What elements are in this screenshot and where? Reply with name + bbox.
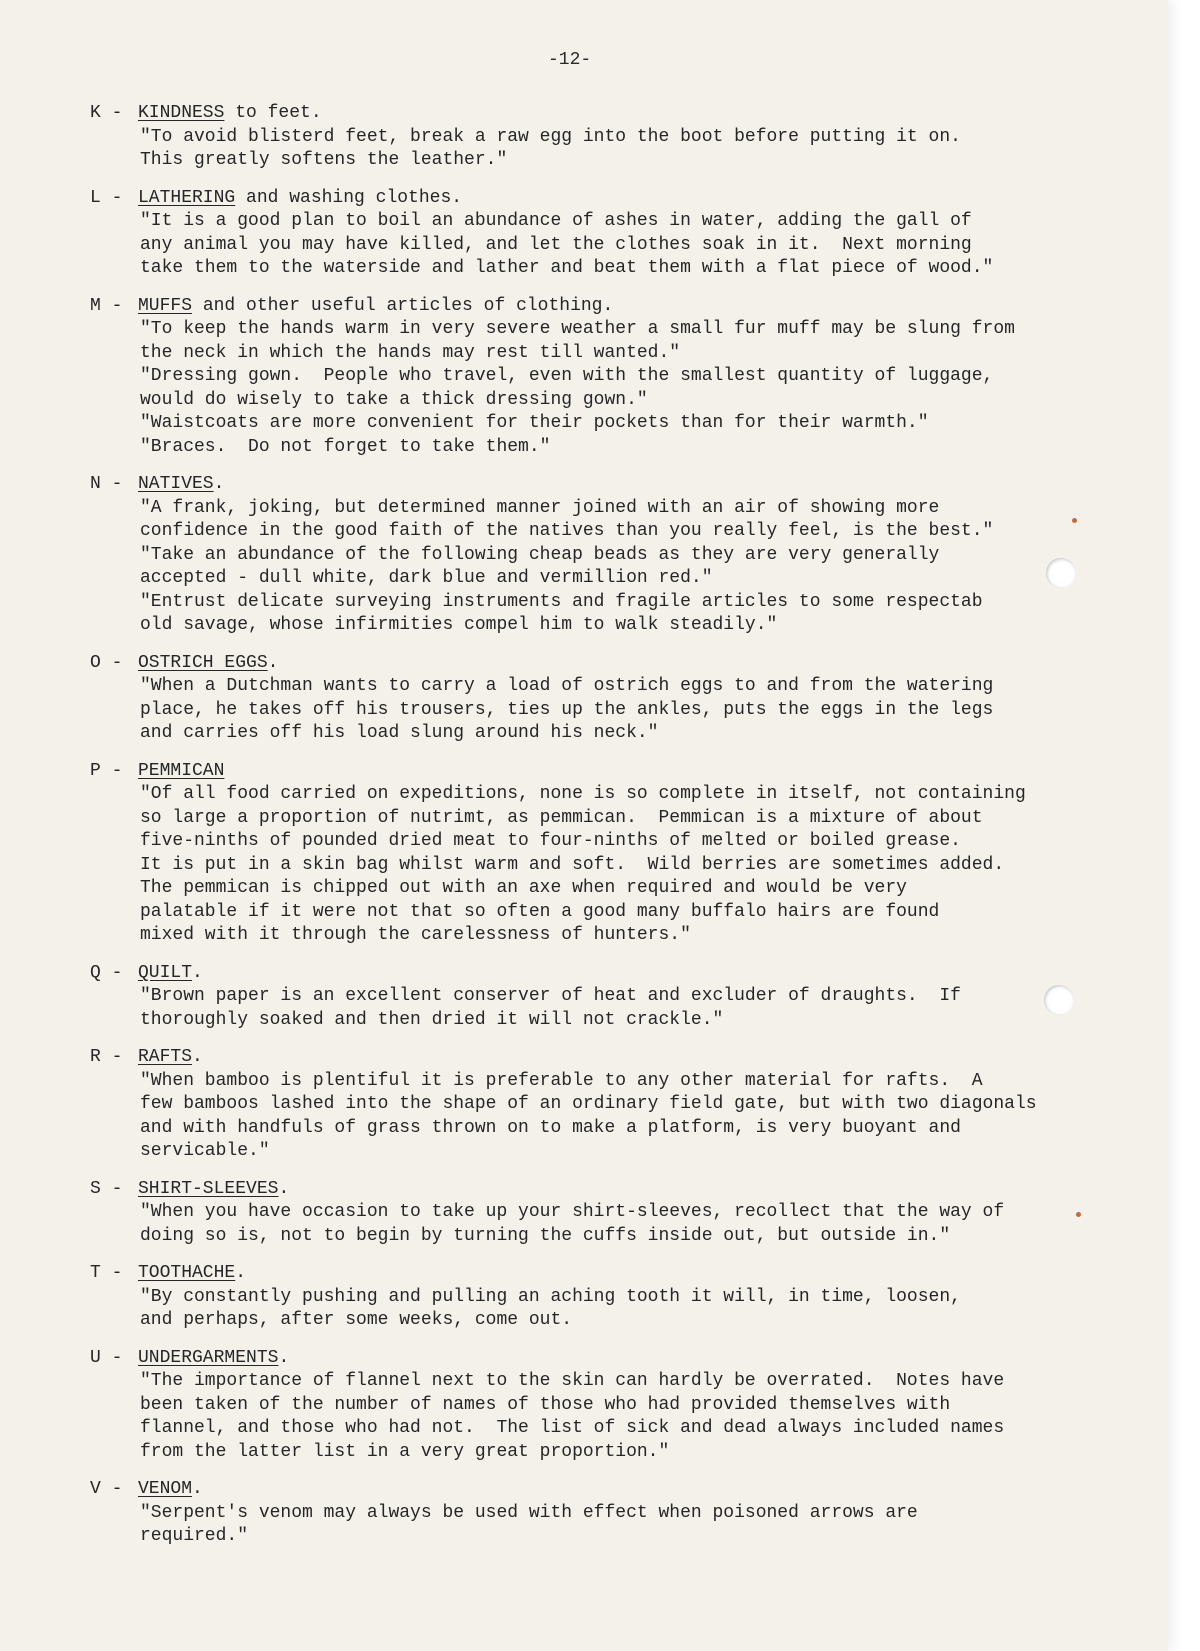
quote-line: the neck in which the hands may rest till wanted." <box>140 342 681 363</box>
quote-line: confidence in the good faith of the natives than you really feel, is the best." <box>140 521 994 541</box>
page-number: -12- <box>548 50 592 70</box>
entry-heading-rest: . <box>267 652 279 673</box>
quote-line: required." <box>140 1526 249 1546</box>
quote-line: This greatly softens the leather." <box>140 150 508 170</box>
entry-keyword: KINDNESS <box>138 103 225 123</box>
entry-keyword: PEMMICAN <box>138 760 225 781</box>
quote-line: doing so is, not to begin by turning the cuffs inside out, but outside in." <box>140 1225 951 1246</box>
entry-heading <box>90 1347 1168 1371</box>
entry-quote <box>140 497 1168 638</box>
entry-list <box>90 102 1168 1563</box>
entry-letter: Q - <box>90 962 123 983</box>
quote-line: "When bamboo is plentiful it is preferable to any other material for rafts. A <box>140 1070 983 1091</box>
quote-line: "Serpent's venom may always be used with effect when poisoned arrows are <box>140 1502 918 1523</box>
entry-heading <box>90 652 1168 676</box>
quote-line: few bamboos lashed into the shape of an ordinary field gate, but with two diagonals <box>140 1094 1037 1114</box>
entry-letter: T - <box>90 1263 123 1283</box>
entry-keyword: UNDERGARMENTS <box>138 1347 279 1368</box>
quote-line: from the latter list in a very great proportion." <box>140 1441 670 1462</box>
entry-keyword: TOOTHACHE <box>138 1263 236 1283</box>
entry-heading-rest: . <box>235 1263 247 1283</box>
entry-letter: U - <box>90 1347 123 1368</box>
entry-keyword: RAFTS <box>138 1047 193 1067</box>
quote-line: accepted - dull white, dark blue and vermillion red." <box>140 568 713 588</box>
entry-letter: M - <box>90 295 123 316</box>
quote-line: palatable if it were not that so often a good many buffalo hairs are found <box>140 901 940 922</box>
quote-line: thoroughly soaked and then dried it will not crackle." <box>140 1009 724 1030</box>
entry-letter: R - <box>90 1047 123 1067</box>
entry-keyword: MUFFS <box>138 295 193 316</box>
ink-spot <box>1072 518 1077 523</box>
entry-quote <box>140 1070 1168 1164</box>
entry-keyword: SHIRT-SLEEVES <box>138 1178 279 1199</box>
entry-heading <box>90 473 1168 497</box>
entry-keyword: QUILT <box>138 962 193 983</box>
entry-heading <box>90 1262 1168 1286</box>
entry-quote <box>140 1502 1168 1549</box>
quote-line: old savage, whose infirmities compel him to walk steadily." <box>140 615 778 635</box>
entry <box>90 102 1168 173</box>
entry-heading-rest: and other useful articles of clothing. <box>192 295 614 316</box>
entry-keyword: OSTRICH EGGS <box>138 652 268 673</box>
entry-heading <box>90 760 1168 784</box>
entry-quote <box>140 1201 1168 1248</box>
entry-heading <box>90 962 1168 986</box>
quote-line: "To keep the hands warm in very severe weather a small fur muff may be slung from <box>140 319 1015 339</box>
entry-keyword: VENOM <box>138 1479 193 1499</box>
quote-line: "Waistcoats are more convenient for their pockets than for their warmth." <box>140 413 929 433</box>
punch-hole <box>1044 985 1074 1015</box>
quote-line: and carries off his load slung around his neck." <box>140 723 659 743</box>
entry-quote <box>140 1370 1168 1464</box>
entry-letter: L - <box>90 187 123 208</box>
entry-heading-rest: . <box>192 1479 203 1499</box>
quote-line: "When a Dutchman wants to carry a load of ostrich eggs to and from the watering <box>140 676 994 696</box>
quote-line: any animal you may have killed, and let the clothes soak in it. Next morning <box>140 234 972 255</box>
quote-line: would do wisely to take a thick dressing gown." <box>140 389 648 410</box>
entry-quote <box>140 783 1168 948</box>
entry <box>90 760 1168 948</box>
entry-heading-rest: and washing clothes. <box>235 187 463 208</box>
quote-line: "To avoid blisterd feet, break a raw egg into the boot before putting it on. <box>140 126 961 147</box>
entry-quote <box>140 210 1168 281</box>
quote-line: take them to the waterside and lather and beat them with a flat piece of wood." <box>140 258 994 278</box>
entry-letter: P - <box>90 760 123 781</box>
punch-hole <box>1046 558 1076 588</box>
quote-line: "It is a good plan to boil an abundance of ashes in water, adding the gall of <box>140 211 972 231</box>
entry-heading-rest: to feet. <box>224 103 322 123</box>
entry-quote <box>140 126 1168 173</box>
entry-heading-rest: . <box>278 1347 290 1368</box>
entry-heading-rest: . <box>192 1047 203 1067</box>
entry-heading <box>90 1178 1168 1202</box>
entry <box>90 962 1168 1033</box>
quote-line: and perhaps, after some weeks, come out. <box>140 1310 573 1330</box>
entry-keyword: NATIVES <box>138 474 214 494</box>
quote-line: servicable." <box>140 1141 270 1161</box>
entry-heading-rest: . <box>278 1178 290 1199</box>
entry <box>90 1478 1168 1549</box>
entry-heading-rest: . <box>213 474 225 494</box>
quote-line: "The importance of flannel next to the skin can hardly be overrated. Notes have <box>140 1371 1005 1391</box>
entry-quote <box>140 985 1168 1032</box>
quote-line: "Braces. Do not forget to take them." <box>140 436 551 457</box>
quote-line: "Dressing gown. People who travel, even with the smallest quantity of luggage, <box>140 366 994 386</box>
quote-line: "Take an abundance of the following cheap beads as they are very generally <box>140 544 940 565</box>
quote-line: been taken of the number of names of those who had provided themselves with <box>140 1394 951 1415</box>
entry-heading <box>90 102 1168 126</box>
entry <box>90 1347 1168 1465</box>
quote-line: so large a proportion of nutrimt, as pemmican. Pemmican is a mixture of about <box>140 807 983 828</box>
entry-letter: O - <box>90 652 123 673</box>
entry-letter: N - <box>90 474 123 494</box>
quote-line: flannel, and those who had not. The list of sick and dead always included names <box>140 1418 1005 1438</box>
ink-spot <box>1076 1212 1081 1217</box>
quote-line: five-ninths of pounded dried meat to four-ninths of melted or boiled grease. <box>140 831 961 851</box>
entry-quote <box>140 675 1168 746</box>
quote-line: and with handfuls of grass thrown on to make a platform, is very buoyant and <box>140 1117 961 1138</box>
entry <box>90 1046 1168 1164</box>
entry-keyword: LATHERING <box>138 187 236 208</box>
quote-line: The pemmican is chipped out with an axe when required and would be very <box>140 878 907 898</box>
entry-heading <box>90 1046 1168 1070</box>
entry <box>90 473 1168 638</box>
quote-line: "When you have occasion to take up your shirt-sleeves, recollect that the way of <box>140 1202 1005 1222</box>
quote-line: "Entrust delicate surveying instruments and fragile articles to some respectab <box>140 591 983 612</box>
entry-heading <box>90 1478 1168 1502</box>
entry <box>90 652 1168 746</box>
entry-quote <box>140 318 1168 459</box>
entry-letter: S - <box>90 1178 123 1199</box>
entry-heading-rest: . <box>192 962 203 983</box>
entry-heading <box>90 295 1168 319</box>
entry <box>90 187 1168 281</box>
entry-quote <box>140 1286 1168 1333</box>
entry-heading <box>90 187 1168 211</box>
quote-line: "Of all food carried on expeditions, none is so complete in itself, not containing <box>140 784 1026 804</box>
quote-line: "Brown paper is an excellent conserver of heat and excluder of draughts. If <box>140 986 961 1006</box>
entry-letter: V - <box>90 1479 123 1499</box>
quote-line: "A frank, joking, but determined manner joined with an air of showing more <box>140 497 940 518</box>
quote-line: mixed with it through the carelessness of hunters." <box>140 925 691 945</box>
entry-letter: K - <box>90 103 123 123</box>
entry <box>90 1262 1168 1333</box>
quote-line: It is put in a skin bag whilst warm and soft. Wild berries are sometimes added. <box>140 854 1005 875</box>
entry <box>90 295 1168 460</box>
quote-line: "By constantly pushing and pulling an aching tooth it will, in time, loosen, <box>140 1286 961 1307</box>
quote-line: place, he takes off his trousers, ties up the ankles, puts the eggs in the legs <box>140 699 994 720</box>
entry <box>90 1178 1168 1249</box>
